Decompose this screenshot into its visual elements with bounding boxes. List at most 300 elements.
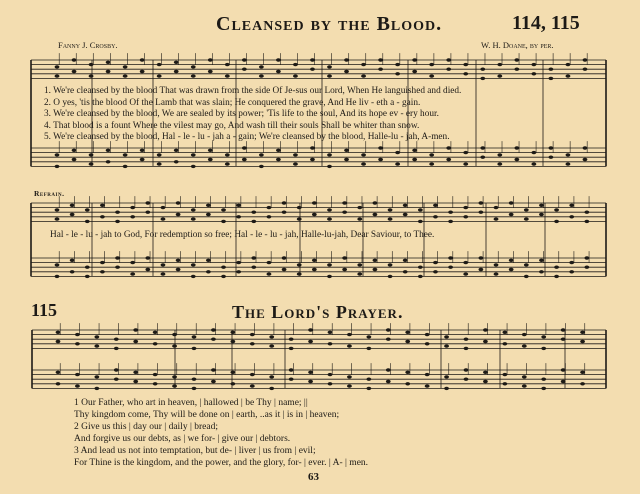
note-head	[267, 272, 272, 275]
note-head	[208, 149, 213, 152]
note-head	[225, 153, 230, 156]
note-head	[267, 206, 272, 209]
note-head	[242, 68, 247, 71]
note-head	[293, 162, 298, 165]
note-head	[293, 74, 298, 77]
note-head	[463, 261, 468, 264]
note-head	[94, 344, 99, 347]
prayer-line-5: 3 And lead us not into temptation, but de- | liver | us from | evil;	[74, 446, 316, 456]
note-head	[145, 201, 150, 204]
note-head	[541, 335, 546, 338]
note-head	[483, 328, 488, 331]
note-head	[429, 153, 434, 156]
note-head	[403, 204, 408, 207]
hymn-114-title: Cleansed by the Blood.	[216, 13, 443, 35]
note-head	[405, 331, 410, 334]
note-head	[433, 270, 438, 273]
note-head	[85, 208, 90, 211]
note-head	[464, 347, 469, 350]
note-head	[94, 387, 99, 390]
note-head	[327, 208, 332, 211]
note-head	[448, 266, 453, 269]
note-head	[327, 217, 332, 220]
note-head	[524, 263, 529, 266]
note-head	[327, 275, 332, 278]
note-head	[569, 204, 574, 207]
note-head	[70, 259, 75, 262]
note-head	[361, 162, 366, 165]
note-head	[289, 368, 294, 371]
note-head	[72, 149, 77, 152]
note-head	[327, 153, 332, 156]
note-head	[251, 211, 256, 214]
note-head	[418, 208, 423, 211]
note-head	[378, 58, 383, 61]
note-head	[192, 378, 197, 381]
note-head	[425, 342, 430, 345]
note-head	[145, 256, 150, 259]
note-head	[242, 146, 247, 149]
note-head	[561, 328, 566, 331]
note-head	[289, 338, 294, 341]
note-head	[509, 259, 514, 262]
note-head	[221, 275, 226, 278]
note-head	[531, 72, 536, 75]
note-head	[412, 70, 417, 73]
note-head	[153, 373, 158, 376]
note-head	[251, 256, 256, 259]
note-head	[269, 335, 274, 338]
note-head	[176, 201, 181, 204]
note-head	[561, 368, 566, 371]
note-head	[464, 378, 469, 381]
note-head	[176, 213, 181, 216]
note-head	[192, 347, 197, 350]
note-head	[412, 158, 417, 161]
refrain-text: Hal - le - lu - jah to God, For redemption so free; Hal - le - lu - jah, Halle-lu-jah, Dear Saviour, to Thee.	[50, 230, 435, 240]
note-head	[174, 149, 179, 152]
note-head	[412, 58, 417, 61]
note-head	[494, 263, 499, 266]
note-head	[289, 378, 294, 381]
note-head	[388, 263, 393, 266]
note-head	[463, 63, 468, 66]
note-head	[347, 384, 352, 387]
prayer-line-3: 2 Give us this | day our | daily | bread;	[74, 422, 218, 432]
note-head	[153, 342, 158, 345]
note-head	[425, 384, 430, 387]
note-head	[55, 153, 60, 156]
note-head	[297, 217, 302, 220]
note-head	[522, 333, 527, 336]
note-head	[206, 259, 211, 262]
page-number: 63	[308, 471, 319, 483]
note-head	[133, 380, 138, 383]
note-head	[130, 261, 135, 264]
note-head	[425, 333, 430, 336]
note-head	[312, 268, 317, 271]
note-head	[176, 268, 181, 271]
note-head	[94, 375, 99, 378]
author-credit: Fanny J. Crosby.	[58, 40, 118, 50]
note-head	[221, 266, 226, 269]
note-head	[446, 68, 451, 71]
note-head	[429, 74, 434, 77]
note-head	[123, 165, 128, 168]
note-head	[373, 268, 378, 271]
note-head	[464, 368, 469, 371]
note-head	[250, 384, 255, 387]
note-head	[140, 158, 145, 161]
note-head	[463, 272, 468, 275]
prayer-line-1: 1 Our Father, who art in heaven, | hallowed | be Thy | name; ||	[74, 398, 308, 408]
note-head	[494, 217, 499, 220]
note-head	[297, 272, 302, 275]
note-head	[386, 328, 391, 331]
note-head	[242, 58, 247, 61]
note-head	[114, 347, 119, 350]
note-head	[293, 153, 298, 156]
note-head	[157, 63, 162, 66]
note-head	[312, 213, 317, 216]
note-head	[328, 382, 333, 385]
note-head	[106, 149, 111, 152]
note-head	[70, 204, 75, 207]
note-head	[373, 201, 378, 204]
note-head	[583, 58, 588, 61]
note-head	[157, 153, 162, 156]
note-head	[483, 371, 488, 374]
note-head	[566, 63, 571, 66]
note-head	[172, 344, 177, 347]
note-head	[448, 256, 453, 259]
note-head	[478, 211, 483, 214]
note-head	[403, 213, 408, 216]
note-head	[357, 272, 362, 275]
note-head	[55, 74, 60, 77]
note-head	[75, 373, 80, 376]
note-head	[276, 158, 281, 161]
note-head	[418, 266, 423, 269]
note-head	[225, 162, 230, 165]
note-head	[539, 204, 544, 207]
note-head	[312, 259, 317, 262]
note-head	[388, 275, 393, 278]
note-head	[55, 275, 60, 278]
note-head	[75, 384, 80, 387]
note-head	[494, 272, 499, 275]
note-head	[580, 331, 585, 334]
note-head	[378, 158, 383, 161]
note-head	[145, 268, 150, 271]
note-head	[55, 65, 60, 68]
note-head	[480, 77, 485, 80]
note-head	[230, 331, 235, 334]
note-head	[276, 58, 281, 61]
note-head	[483, 380, 488, 383]
note-head	[549, 156, 554, 159]
note-head	[259, 153, 264, 156]
note-head	[554, 275, 559, 278]
note-head	[361, 153, 366, 156]
note-head	[584, 211, 589, 214]
note-head	[191, 263, 196, 266]
note-head	[211, 368, 216, 371]
note-head	[554, 208, 559, 211]
note-head	[549, 77, 554, 80]
note-head	[378, 146, 383, 149]
note-head	[100, 270, 105, 273]
note-head	[539, 259, 544, 262]
note-head	[192, 387, 197, 390]
prayer-line-4: And forgive us our debts, as | we for- | give our | debtors.	[74, 434, 291, 444]
note-head	[403, 259, 408, 262]
prayer-line-2: Thy kingdom come, Thy will be done on | earth, ..as it | is in | heaven;	[74, 410, 340, 420]
note-head	[433, 261, 438, 264]
note-head	[251, 266, 256, 269]
note-head	[327, 165, 332, 168]
note-head	[522, 344, 527, 347]
note-head	[327, 65, 332, 68]
prayer-line-6: For Thine is the kingdom, and the power, and the glory, for- | ever. | A- | men.	[74, 458, 369, 468]
note-head	[569, 261, 574, 264]
note-head	[250, 373, 255, 376]
note-head	[327, 263, 332, 266]
note-head	[211, 328, 216, 331]
note-head	[446, 146, 451, 149]
note-head	[267, 261, 272, 264]
note-head	[386, 338, 391, 341]
note-head	[192, 335, 197, 338]
note-head	[225, 63, 230, 66]
note-head	[448, 220, 453, 223]
note-head	[395, 72, 400, 75]
note-head	[72, 70, 77, 73]
note-head	[478, 256, 483, 259]
note-head	[242, 158, 247, 161]
note-head	[514, 146, 519, 149]
note-head	[328, 373, 333, 376]
note-head	[388, 208, 393, 211]
note-head	[366, 347, 371, 350]
note-head	[444, 375, 449, 378]
note-head	[524, 208, 529, 211]
note-head	[114, 368, 119, 371]
note-head	[225, 74, 230, 77]
note-head	[100, 204, 105, 207]
note-head	[448, 211, 453, 214]
note-head	[566, 153, 571, 156]
hymn-numbers: 114, 115	[512, 12, 580, 34]
note-head	[174, 61, 179, 64]
note-head	[522, 384, 527, 387]
note-head	[130, 215, 135, 218]
note-head	[502, 373, 507, 376]
note-head	[463, 215, 468, 218]
note-head	[221, 220, 226, 223]
note-head	[531, 162, 536, 165]
note-head	[56, 382, 61, 385]
note-head	[123, 153, 128, 156]
note-head	[230, 382, 235, 385]
note-head	[161, 263, 166, 266]
note-head	[327, 74, 332, 77]
note-head	[75, 333, 80, 336]
note-head	[172, 333, 177, 336]
note-head	[267, 215, 272, 218]
note-head	[497, 153, 502, 156]
verse-2: 2. O yes, 'tis the blood Of the Lamb that was slain; He conquered the grave, And He liv - eth a - gain.	[44, 98, 421, 108]
note-head	[176, 259, 181, 262]
note-head	[133, 371, 138, 374]
note-head	[230, 371, 235, 374]
note-head	[531, 63, 536, 66]
note-head	[70, 270, 75, 273]
note-head	[405, 340, 410, 343]
note-head	[115, 266, 120, 269]
note-head	[502, 331, 507, 334]
note-head	[250, 333, 255, 336]
note-head	[522, 375, 527, 378]
note-head	[250, 342, 255, 345]
note-head	[289, 347, 294, 350]
note-head	[494, 206, 499, 209]
note-head	[539, 213, 544, 216]
note-head	[569, 215, 574, 218]
note-head	[463, 72, 468, 75]
note-head	[566, 162, 571, 165]
note-head	[130, 272, 135, 275]
note-head	[386, 368, 391, 371]
note-head	[446, 158, 451, 161]
note-head	[580, 382, 585, 385]
note-head	[361, 74, 366, 77]
note-head	[509, 268, 514, 271]
note-head	[269, 375, 274, 378]
note-head	[483, 340, 488, 343]
note-head	[89, 153, 94, 156]
note-head	[282, 201, 287, 204]
note-head	[308, 380, 313, 383]
note-head	[357, 206, 362, 209]
note-head	[85, 266, 90, 269]
note-head	[114, 338, 119, 341]
note-head	[342, 256, 347, 259]
note-head	[114, 378, 119, 381]
note-head	[403, 270, 408, 273]
note-head	[282, 256, 287, 259]
note-head	[342, 268, 347, 271]
note-head	[497, 63, 502, 66]
note-head	[123, 74, 128, 77]
note-head	[282, 211, 287, 214]
note-head	[85, 220, 90, 223]
note-head	[386, 380, 391, 383]
note-head	[418, 220, 423, 223]
note-head	[153, 382, 158, 385]
note-head	[310, 68, 315, 71]
note-head	[269, 344, 274, 347]
verse-3: 3. We're cleansed by the blood, We are sealed by its power; 'Tis life to the soul, And its hope ev - ery hour.	[44, 109, 439, 119]
note-head	[115, 220, 120, 223]
note-head	[100, 215, 105, 218]
note-head	[172, 375, 177, 378]
note-head	[89, 74, 94, 77]
note-head	[357, 263, 362, 266]
note-head	[412, 149, 417, 152]
note-head	[276, 149, 281, 152]
note-head	[444, 344, 449, 347]
note-head	[549, 68, 554, 71]
note-head	[502, 342, 507, 345]
note-head	[395, 162, 400, 165]
note-head	[310, 158, 315, 161]
note-head	[554, 220, 559, 223]
note-head	[541, 387, 546, 390]
note-head	[366, 378, 371, 381]
note-head	[395, 151, 400, 154]
note-head	[211, 338, 216, 341]
note-head	[276, 70, 281, 73]
note-head	[357, 217, 362, 220]
note-head	[115, 211, 120, 214]
note-head	[208, 58, 213, 61]
note-head	[259, 165, 264, 168]
note-head	[206, 213, 211, 216]
note-head	[373, 259, 378, 262]
note-head	[133, 340, 138, 343]
note-head	[191, 165, 196, 168]
note-head	[157, 162, 162, 165]
note-head	[56, 340, 61, 343]
note-head	[561, 380, 566, 383]
note-head	[206, 204, 211, 207]
note-head	[444, 335, 449, 338]
note-head	[308, 328, 313, 331]
note-head	[153, 331, 158, 334]
note-head	[70, 213, 75, 216]
note-head	[583, 68, 588, 71]
note-head	[425, 373, 430, 376]
verse-5: 5. We're cleansed by the blood, Hal - le - lu - jah a - gain; We're cleansed by the blood, Halle-lu - jah, A-men.	[44, 132, 450, 142]
note-head	[191, 208, 196, 211]
note-head	[161, 206, 166, 209]
note-head	[140, 58, 145, 61]
note-head	[191, 217, 196, 220]
note-head	[554, 266, 559, 269]
note-head	[361, 63, 366, 66]
note-head	[191, 74, 196, 77]
note-head	[100, 261, 105, 264]
note-head	[94, 335, 99, 338]
note-head	[405, 382, 410, 385]
note-head	[206, 270, 211, 273]
note-head	[342, 211, 347, 214]
note-head	[259, 65, 264, 68]
note-head	[106, 61, 111, 64]
note-head	[75, 342, 80, 345]
note-head	[308, 340, 313, 343]
note-head	[502, 382, 507, 385]
note-head	[344, 58, 349, 61]
note-head	[174, 70, 179, 73]
note-head	[251, 220, 256, 223]
note-head	[191, 153, 196, 156]
note-head	[140, 149, 145, 152]
note-head	[55, 217, 60, 220]
note-head	[480, 146, 485, 149]
note-head	[580, 340, 585, 343]
